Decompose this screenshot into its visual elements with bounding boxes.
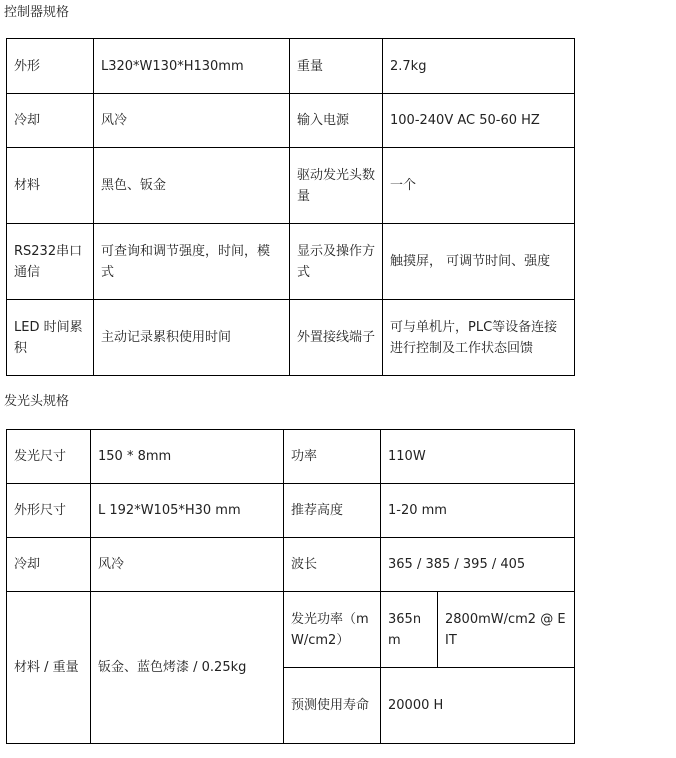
table-row xyxy=(7,224,575,300)
spec-value: 2.7kg xyxy=(383,39,575,94)
table-row xyxy=(7,592,575,668)
spec-label: LED 时间累积 xyxy=(7,300,94,376)
spec-value: L 192*W105*H30 mm xyxy=(91,484,284,538)
spec-label: 波长 xyxy=(284,538,381,592)
spec-label: 预测使用寿命 xyxy=(284,668,381,744)
spec-label: 功率 xyxy=(284,430,381,484)
spec-value: 可查询和调节强度，时间，模式 xyxy=(94,224,290,300)
spec-value: 主动记录累积使用时间 xyxy=(94,300,290,376)
spec-value: 一个 xyxy=(383,148,575,224)
spec-value: 钣金、蓝色烤漆 / 0.25kg xyxy=(91,592,284,744)
spec-value: 风冷 xyxy=(91,538,284,592)
spec-label: 冷却 xyxy=(7,538,91,592)
spec-value: 1-20 mm xyxy=(381,484,575,538)
spec-label: 外形 xyxy=(7,39,94,94)
controller-spec-table xyxy=(6,38,575,376)
spec-label: 发光功率（mW/cm2） xyxy=(284,592,381,668)
spec-label: 冷却 xyxy=(7,94,94,148)
table-row xyxy=(7,39,575,94)
table-row xyxy=(7,300,575,376)
spec-label: 外置接线端子 xyxy=(290,300,383,376)
spec-label: 发光尺寸 xyxy=(7,430,91,484)
spec-value: 风冷 xyxy=(94,94,290,148)
spec-value: 365nm xyxy=(381,592,438,668)
spec-label: 驱动发光头数量 xyxy=(290,148,383,224)
controller-section-title: 控制器规格 xyxy=(4,5,70,20)
table-row xyxy=(7,538,575,592)
spec-value: 2800mW/cm2 @ EIT xyxy=(438,592,575,668)
spec-value: 365 / 385 / 395 / 405 xyxy=(381,538,575,592)
spec-label: 重量 xyxy=(290,39,383,94)
spec-value: 20000 H xyxy=(381,668,575,744)
spec-value: 100-240V AC 50-60 HZ xyxy=(383,94,575,148)
table-row xyxy=(7,148,575,224)
table-row xyxy=(7,484,575,538)
spec-label: 材料 / 重量 xyxy=(7,592,91,744)
spec-label: RS232串口通信 xyxy=(7,224,94,300)
spec-value: 110W xyxy=(381,430,575,484)
spec-label: 输入电源 xyxy=(290,94,383,148)
spec-value: 触摸屏， 可调节时间、强度 xyxy=(383,224,575,300)
spec-value: L320*W130*H130mm xyxy=(94,39,290,94)
head-section-title: 发光头规格 xyxy=(4,394,70,409)
spec-label: 推荐高度 xyxy=(284,484,381,538)
spec-value: 黑色、钣金 xyxy=(94,148,290,224)
head-spec-table xyxy=(6,429,575,744)
table-row xyxy=(7,94,575,148)
spec-label: 显示及操作方式 xyxy=(290,224,383,300)
spec-value: 可与单机片，PLC等设备连接进行控制及工作状态回馈 xyxy=(383,300,575,376)
spec-value: 150 * 8mm xyxy=(91,430,284,484)
spec-label: 材料 xyxy=(7,148,94,224)
table-row xyxy=(7,430,575,484)
spec-label: 外形尺寸 xyxy=(7,484,91,538)
